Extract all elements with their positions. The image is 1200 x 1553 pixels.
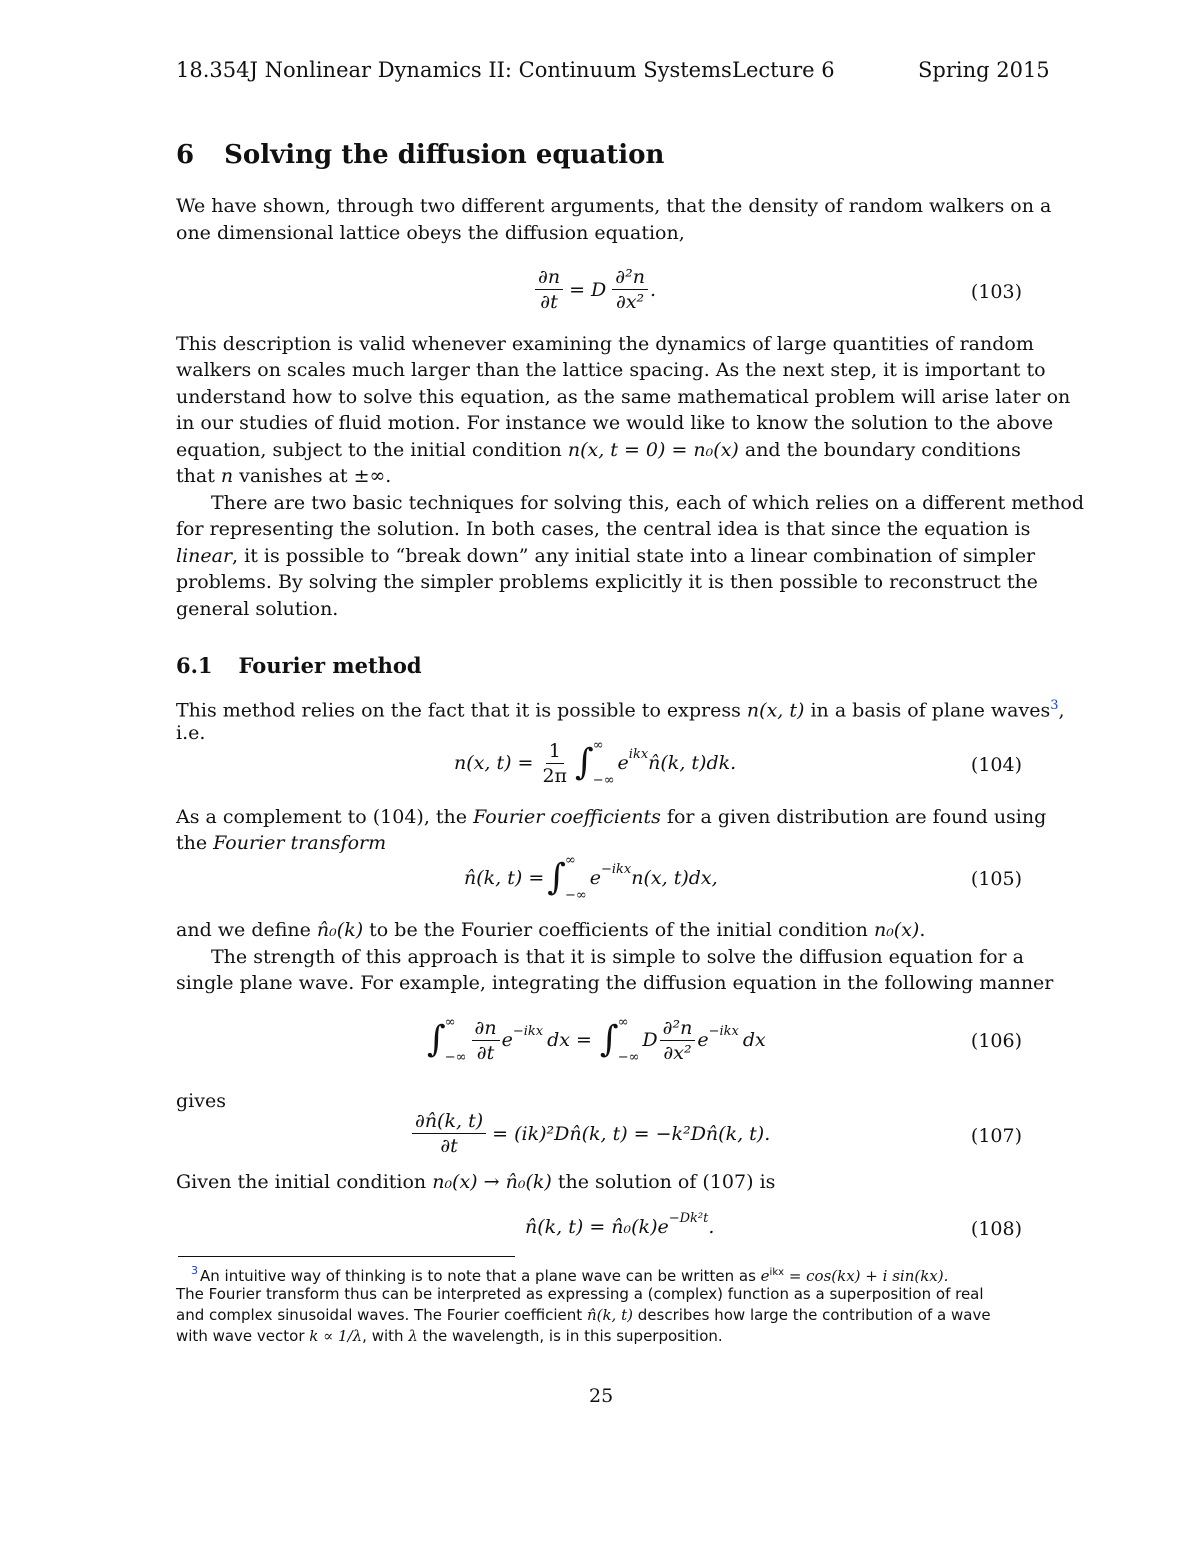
header-term: Spring 2015 [918,58,1050,82]
strength-line-1: The strength of this approach is that it is simple to solve the diffusion equation for a [211,946,1025,968]
nxt-math: n(x, t) [746,699,805,722]
fourier-intro-comma: , [1058,699,1065,722]
footnote-nhat-math: n̂(k, t) [586,1306,633,1324]
subsection-title: Fourier method [238,653,422,678]
eq103-equals: = D [569,278,607,301]
eq106-exponent-right: −ikx [708,1023,739,1039]
eq106-label: (106) [970,1030,1022,1052]
intro-line-1: We have shown, through two different arguments, that the density of random walkers on a [176,195,1052,217]
fourier-intro-text-b: in a basis of plane waves [804,699,1051,722]
subsection-heading [176,653,422,678]
eq108-label: (108) [970,1218,1022,1240]
equation-108 [525,1210,715,1238]
eq106-den-right: ∂x² [663,1041,692,1064]
eq108-exponent: −Dk²t [668,1210,709,1226]
para2-line-3 [176,543,1035,570]
fourier-transform-emphasis: Fourier transform [213,832,387,854]
para1-l5-text-a: equation, subject to the initial condition [176,439,568,461]
para2-l3-text: , it is possible to “break down” any initial state into a linear combination of simpler [232,545,1036,567]
linear-emphasis: linear [176,545,233,567]
eq106-D: D [642,1029,658,1051]
given-text-b: the solution of (107) is [551,1171,776,1193]
n0x-math: n₀(x) [873,919,920,941]
eq105-exponent: −ikx [601,861,632,877]
footnote-rule [178,1256,515,1257]
eq106-exp-base-left: e [501,1029,513,1051]
page-number: 25 [589,1385,614,1407]
eq106-int-upper-left: ∞ [444,1015,456,1030]
footnote-line-4 [176,1326,723,1348]
para2-line-2: for representing the solution. In both cases, the central idea is that since the equation is [176,518,1031,540]
eq104-exp-base: e [617,752,629,774]
eq104-frac-num: 1 [546,740,564,764]
eq103-lhs-den: ∂t [540,291,558,313]
define-line [176,917,925,944]
eq103-tail: . [649,278,656,301]
eq107-rhs: = (ik)²Dn̂(k, t) = −k²Dn̂(k, t). [492,1122,771,1145]
eq104-exponent: ikx [628,746,649,762]
define-text-a: and we define [176,919,317,941]
eq104-integral-icon: ∫ ∞ −∞ [575,738,615,788]
transform-map-math: n₀(x) → n̂₀(k) [432,1171,552,1193]
eq104-int-lower: −∞ [592,773,615,788]
intro-line-2: one dimensional lattice obeys the diffusion equation, [176,222,685,244]
para1-line-5 [176,437,1021,464]
define-text-b: to be the Fourier coefficients of the initial condition [363,919,874,941]
eq104-body: n̂(k, t)dk. [648,752,737,774]
eq103-rhs-num: ∂²n [612,266,648,290]
section-title: Solving the diffusion equation [224,140,665,170]
para2-line-5: general solution. [176,598,339,620]
para1-line-4: in our studies of fluid motion. For instance we would like to know the solution to the above [176,412,1054,434]
fourier-coef-line-2 [176,830,386,857]
footnote-e: e [760,1267,770,1285]
footnote-k-math: k ∝ 1/λ [309,1327,363,1345]
given-text-a: Given the initial condition [176,1171,433,1193]
para1-line-2: walkers on scales much larger than the lattice spacing. As the next step, it is important to [176,359,1046,381]
footnote-l3-text-b: describes how large the contribution of a wave [632,1306,991,1324]
fourier-coef-text-b: for a given distribution are found using [660,806,1047,828]
eq104-label: (104) [970,754,1022,776]
fourier-intro-text-a: This method relies on the fact that it is possible to express [176,699,747,722]
define-text-c: . [919,919,926,941]
para1-l6-text-b: vanishes at ±∞. [233,465,392,487]
footnote-l4-text-b: , with [362,1327,409,1345]
header-course: 18.354J Nonlinear Dynamics II: Continuum Systems [176,58,732,82]
footnote-l4-text-a: with wave vector [176,1327,310,1345]
eq107-num: ∂n̂(k, t) [412,1110,486,1134]
strength-line-2: single plane wave. For example, integrating the diffusion equation in the following manner [176,972,1054,994]
eq107-label: (107) [970,1125,1022,1147]
eq104-frac-den: 2π [542,764,568,787]
eq104-int-upper: ∞ [592,738,604,753]
footnote-euler-math: = cos(kx) + i sin(kx). [784,1267,949,1285]
para1-line-1: This description is valid whenever examining the dynamics of large quantities of random [176,333,1034,355]
eq103-label: (103) [970,281,1022,303]
eq106-integral-icon-left: ∫ ∞ −∞ [427,1015,467,1065]
fourier-coefficients-emphasis: Fourier coefficients [473,806,661,828]
eq108-tail: . [708,1216,715,1238]
eq104-lhs: n(x, t) = [454,752,534,774]
footnote-line-3 [176,1305,991,1327]
para1-l6-text-a: that [176,465,221,487]
eq106-dx-right: dx [742,1029,766,1051]
footnote-ref-link[interactable]: 3 [1050,698,1059,713]
eq105-integral-icon: ∫ ∞ −∞ [547,853,587,903]
eq106-den-left: ∂t [476,1041,495,1064]
eq106-num-left: ∂n [472,1017,500,1041]
eq106-int-lower-left: −∞ [444,1050,467,1065]
para1-line-3: understand how to solve this equation, as the same mathematical problem will arise later on [176,386,1071,408]
footnote-lambda: λ [408,1327,418,1345]
eq106-int-upper-right: ∞ [617,1015,629,1030]
footnote-l4-text-c: the wavelength, is in this superposition. [417,1327,723,1345]
footnote-exponent: ikx [769,1267,785,1278]
eq106-num-right: ∂²n [660,1017,696,1041]
eq106-exp-base-right: e [697,1029,709,1051]
eq106-integral-icon-right: ∫ ∞ −∞ [599,1015,640,1065]
fourier-intro-line-2: i.e. [176,722,206,744]
equation-105 [464,853,718,903]
eq105-int-upper: ∞ [565,853,576,868]
subsection-number: 6.1 [176,653,213,678]
section-number: 6 [176,140,195,170]
gives-text: gives [176,1090,226,1112]
equation-106 [424,1015,766,1065]
section-heading [176,140,664,170]
header-lecture: Lecture 6 [732,58,835,82]
footnote-l1-text-a: An intuitive way of thinking is to note that a plane wave can be written as [200,1267,761,1285]
eq105-lhs: n̂(k, t) = [464,867,545,889]
footnote-line-2: The Fourier transform thus can be interpreted as expressing a (complex) function as a superposition of real [176,1285,984,1303]
eq106-int-lower-right: −∞ [617,1050,640,1065]
para2-line-1: There are two basic techniques for solving this, each of which relies on a different method [211,492,1085,514]
eq107-den: ∂t [440,1135,458,1157]
para2-line-4: problems. By solving the simpler problems explicitly it is then possible to reconstruct the [176,571,1038,593]
eq105-label: (105) [970,868,1022,890]
eq106-dx-left: dx = [547,1029,592,1051]
equation-107 [410,1110,770,1157]
para1-l5-text-b: and the boundary conditions [738,439,1021,461]
footnote-l3-text-a: and complex sinusoidal waves. The Fourier coefficient [176,1306,587,1324]
eq103-rhs-den: ∂x² [616,291,645,313]
n0hat-math: n̂₀(k) [316,919,364,941]
equation-103 [533,266,656,313]
n-symbol: n [220,465,234,487]
given-line [176,1169,775,1196]
fourier-intro-line-1 [176,693,1065,724]
eq103-lhs-num: ∂n [535,266,563,290]
eq108-lhs: n̂(k, t) = n̂₀(k)e [525,1216,669,1238]
fourier-coef-text-a: As a complement to (104), the [176,806,474,828]
initial-condition-math: n(x, t = 0) = n₀(x) [567,439,739,461]
fourier-coef-line-1 [176,804,1046,831]
eq105-exp-base: e [589,867,601,889]
eq106-exponent-left: −ikx [512,1023,544,1039]
fourier-coef-text-c: the [176,832,214,854]
eq105-body: n(x, t)dx, [631,867,718,889]
footnote-mark: 3 [191,1264,198,1277]
equation-104 [454,738,736,788]
para1-line-6 [176,463,391,490]
eq105-int-lower: −∞ [565,888,587,903]
